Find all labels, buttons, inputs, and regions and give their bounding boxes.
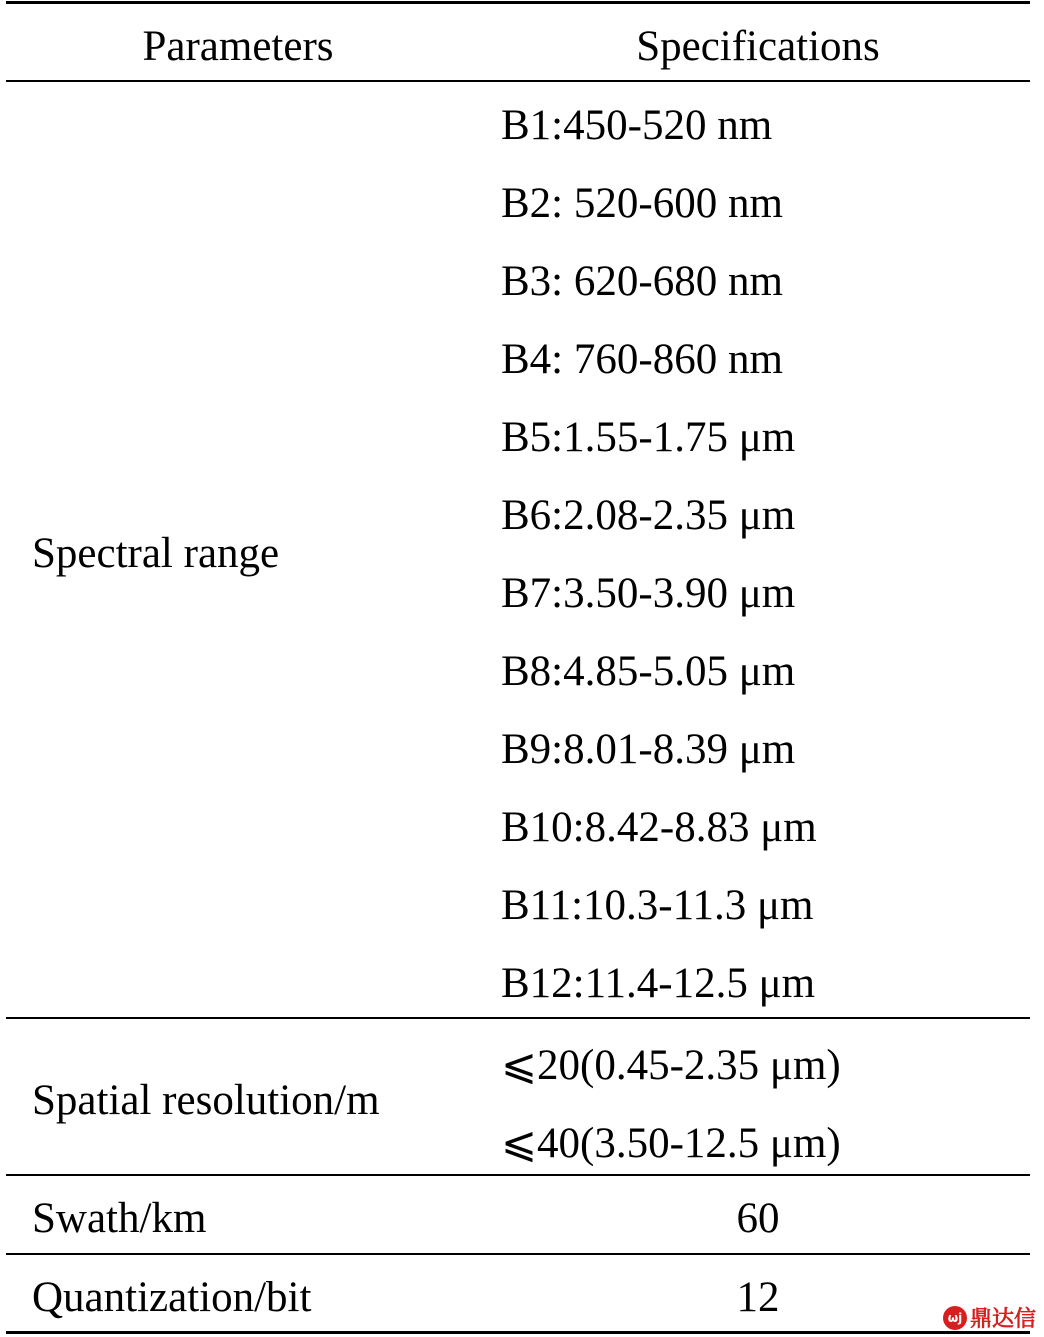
band-item: B1:450-520 nm bbox=[501, 102, 773, 149]
band-item: B11:10.3-11.3 μm bbox=[501, 882, 814, 929]
watermark-text: 鼎达信 bbox=[969, 1307, 1036, 1332]
table-top-rule bbox=[6, 1, 1030, 4]
swath-label: Swath/km bbox=[32, 1195, 207, 1242]
spectral-range-label: Spectral range bbox=[32, 530, 280, 577]
swath-value: 60 bbox=[736, 1195, 780, 1242]
band-item: B3: 620-680 nm bbox=[501, 258, 783, 305]
swath-bottom-rule bbox=[6, 1253, 1030, 1255]
band-item: B5:1.55-1.75 μm bbox=[501, 414, 796, 461]
band-item: B6:2.08-2.35 μm bbox=[501, 492, 796, 539]
spatial-resolution-bottom-rule bbox=[6, 1174, 1030, 1176]
header-parameters: Parameters bbox=[142, 23, 334, 70]
band-item: B10:8.42-8.83 μm bbox=[501, 804, 817, 851]
quantization-label: Quantization/bit bbox=[32, 1274, 312, 1321]
band-item: B9:8.01-8.39 μm bbox=[501, 726, 796, 773]
band-item: B12:11.4-12.5 μm bbox=[501, 960, 816, 1007]
quantization-value: 12 bbox=[736, 1274, 780, 1321]
spatial-resolution-label: Spatial resolution/m bbox=[32, 1077, 380, 1124]
band-item: B8:4.85-5.05 μm bbox=[501, 648, 796, 695]
band-item: B2: 520-600 nm bbox=[501, 180, 783, 227]
spatial-resolution-value: ⩽40(3.50-12.5 μm) bbox=[501, 1120, 841, 1167]
band-item: B4: 760-860 nm bbox=[501, 336, 783, 383]
spectral-range-bottom-rule bbox=[6, 1017, 1030, 1019]
spatial-resolution-value: ⩽20(0.45-2.35 μm) bbox=[501, 1042, 841, 1089]
header-specifications: Specifications bbox=[636, 23, 880, 70]
band-item: B7:3.50-3.90 μm bbox=[501, 570, 796, 617]
watermark bbox=[943, 1302, 1036, 1333]
table-bottom-rule bbox=[6, 1331, 1030, 1334]
header-rule bbox=[6, 80, 1030, 82]
watermark-logo-icon: ωj bbox=[943, 1306, 967, 1330]
